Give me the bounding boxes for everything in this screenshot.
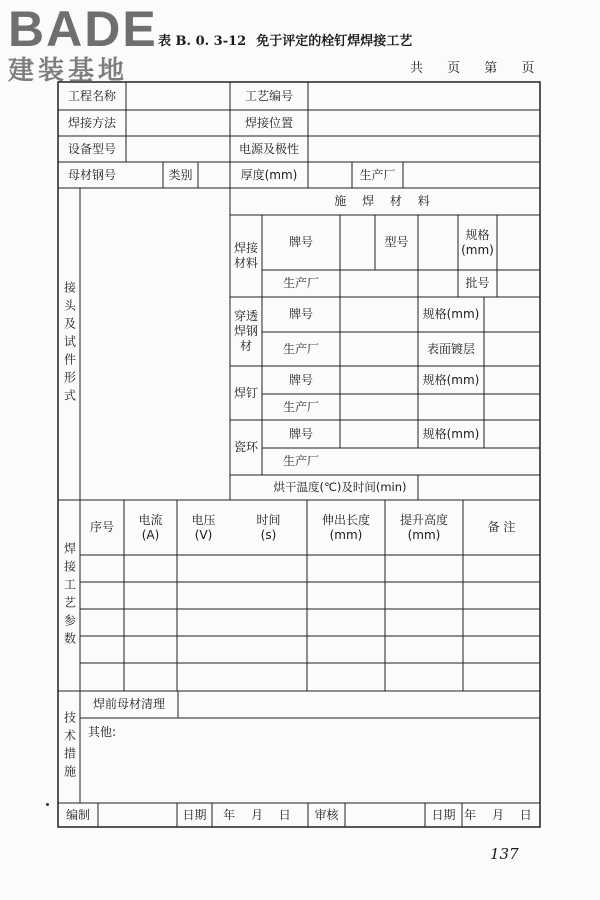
manufacturer-label: 生产厂 (282, 399, 319, 414)
manufacturer-label: 生产厂 (282, 454, 319, 468)
col-remarks: 备 注 (487, 520, 516, 534)
table-number: 表 B. 0. 3-12 (158, 34, 247, 49)
thickness-label: 厚度(mm) (240, 167, 298, 182)
spec-label: 规格(mm) (422, 307, 480, 321)
spec-label: 规格(mm) (422, 426, 480, 441)
project-name-label: 工程名称 (67, 88, 116, 103)
coating-label: 表面镀层 (426, 341, 475, 356)
brand-label: 牌号 (288, 372, 313, 387)
joint-form-label: 接头及试件形式 (62, 281, 77, 407)
weld-params-label: 焊接工艺参数 (62, 541, 77, 650)
col-seq: 序号 (89, 520, 114, 534)
weld-material-label: 焊接材料 (233, 241, 258, 270)
date-value-2: 年 月 日 (464, 807, 538, 822)
page-number: 137 (490, 845, 519, 863)
logo-latin: BADE (8, 1, 158, 57)
date-label-2: 日期 (431, 807, 456, 822)
batch-label: 批号 (465, 276, 490, 290)
weld-position-label: 焊接位置 (244, 115, 293, 130)
spec-label: 规格(mm) (422, 372, 480, 387)
logo-cjk: 建装基地 (8, 56, 129, 86)
materials-header: 施 焊 材 料 (334, 194, 436, 208)
manufacturer-label: 生产厂 (282, 276, 319, 290)
page-info: 共 页 第 页 (410, 61, 545, 76)
col-current: 电流 (A) (138, 512, 163, 542)
col-lift: 提升高度 (mm) (399, 512, 448, 542)
brand-label: 牌号 (288, 307, 313, 321)
cleaning-label: 焊前母材清理 (92, 697, 165, 711)
manufacturer-label: 生产厂 (359, 167, 396, 182)
review-label: 审核 (314, 807, 339, 822)
type-label: 型号 (384, 235, 409, 249)
power-polarity-label: 电源及极性 (238, 141, 299, 156)
spec-label: 规格(mm) (461, 227, 494, 257)
manufacturer-label: 生产厂 (282, 341, 319, 356)
brand-label: 牌号 (288, 235, 313, 249)
equipment-model-label: 设备型号 (67, 141, 116, 156)
date-label: 日期 (182, 807, 207, 822)
title-text: 免于评定的栓钉焊焊接工艺 (256, 34, 413, 49)
compiled-label: 编制 (65, 807, 90, 822)
penetration-steel-label: 穿透焊钢材 (233, 309, 258, 353)
ferrule-label: 瓷环 (233, 440, 258, 454)
process-no-label: 工艺编号 (244, 88, 293, 103)
col-extension: 伸出长度 (mm) (321, 512, 370, 542)
brand-label: 牌号 (288, 426, 313, 441)
bake-label: 烘干温度(℃)及时间(min) (273, 480, 407, 494)
col-time: 时间 (s) (256, 512, 281, 542)
tech-measures-label: 技术措施 (62, 711, 77, 783)
base-steel-label: 母材钢号 (67, 167, 116, 182)
stud-label: 焊钉 (233, 385, 258, 400)
ink-dot (46, 803, 49, 806)
category-label: 类别 (168, 167, 193, 182)
date-value: 年 月 日 (223, 807, 297, 822)
other-label: 其他: (88, 724, 117, 739)
weld-method-label: 焊接方法 (67, 115, 116, 130)
col-voltage: 电压 (V) (191, 512, 216, 542)
